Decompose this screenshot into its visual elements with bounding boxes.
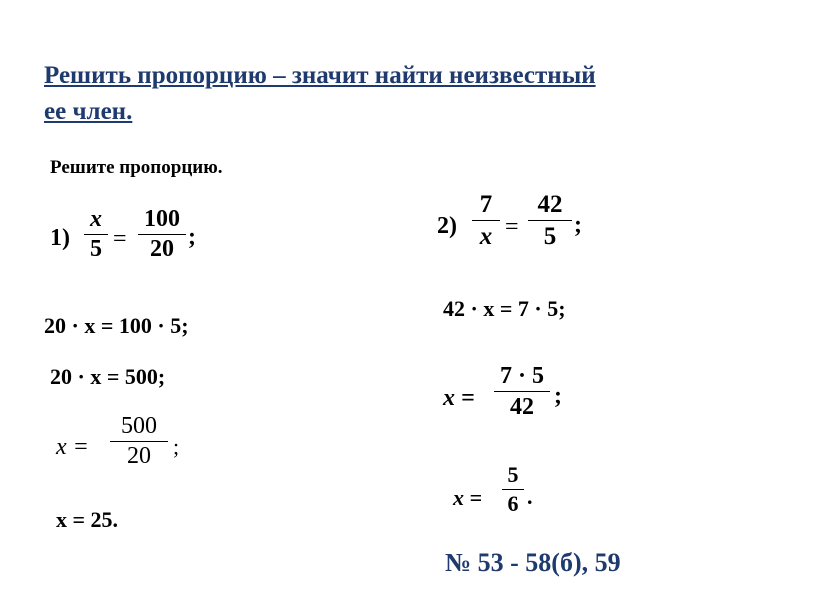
- p2-step-2-fraction: [494, 361, 550, 422]
- p1-semicolon: ;: [188, 224, 196, 250]
- problem-1-label: 1): [50, 225, 70, 251]
- p2-step-1: 42 · x = 7 · 5;: [443, 296, 566, 321]
- p1-fraction-2: [138, 205, 186, 264]
- p1-frac1-numerator: x: [90, 206, 102, 232]
- p2-step-3-lhs: x =: [453, 485, 483, 510]
- title-line-2: ее член.: [44, 98, 133, 125]
- p1-step3-numerator: 500: [121, 413, 157, 439]
- p2-frac1-denominator: x: [479, 223, 493, 250]
- p2-step2-denominator: 42: [510, 394, 534, 420]
- p1-step-3-fraction: [110, 412, 168, 471]
- p1-step3-denominator: 20: [127, 443, 151, 469]
- p2-fraction-1: [472, 189, 500, 252]
- p1-step-3-semicolon: ;: [173, 434, 180, 459]
- p2-step-2-semicolon: ;: [554, 383, 562, 409]
- subtitle: Решите пропорцию.: [50, 157, 223, 178]
- p2-frac2-denominator: 5: [543, 223, 557, 250]
- p1-frac2-denominator: 20: [150, 236, 174, 262]
- p1-answer: x = 25.: [56, 507, 119, 532]
- p1-frac1-denominator: 5: [90, 236, 102, 262]
- p2-equals-sign: =: [505, 214, 519, 240]
- p2-semicolon: ;: [574, 212, 582, 238]
- p1-step-3-lhs: x =: [56, 434, 89, 460]
- p1-step-1: 20 · x = 100 · 5;: [44, 313, 189, 338]
- p2-step-3-dot: .: [527, 484, 533, 509]
- p1-fraction-1: [84, 205, 108, 264]
- p2-step-3-fraction: [502, 461, 524, 518]
- p2-step2-numerator: 7 · 5: [499, 363, 544, 389]
- p2-frac1-numerator: 7: [479, 191, 493, 218]
- p2-step-2-lhs: x =: [443, 385, 475, 411]
- page-title: [44, 58, 596, 130]
- homework-task: № 53 - 58(б), 59: [445, 548, 621, 577]
- title-line-1: Решить пропорцию – значит найти неизвестный: [44, 62, 596, 89]
- p2-frac2-numerator: 42: [537, 191, 563, 218]
- p2-fraction-2: [528, 189, 572, 252]
- p1-frac2-numerator: 100: [144, 206, 180, 232]
- p2-step3-numerator: 5: [507, 462, 519, 487]
- p1-equals-sign: =: [113, 226, 127, 252]
- p1-step-2: 20 · x = 500;: [50, 364, 166, 389]
- p2-step3-denominator: 6: [507, 491, 519, 516]
- problem-2-label: 2): [437, 213, 457, 239]
